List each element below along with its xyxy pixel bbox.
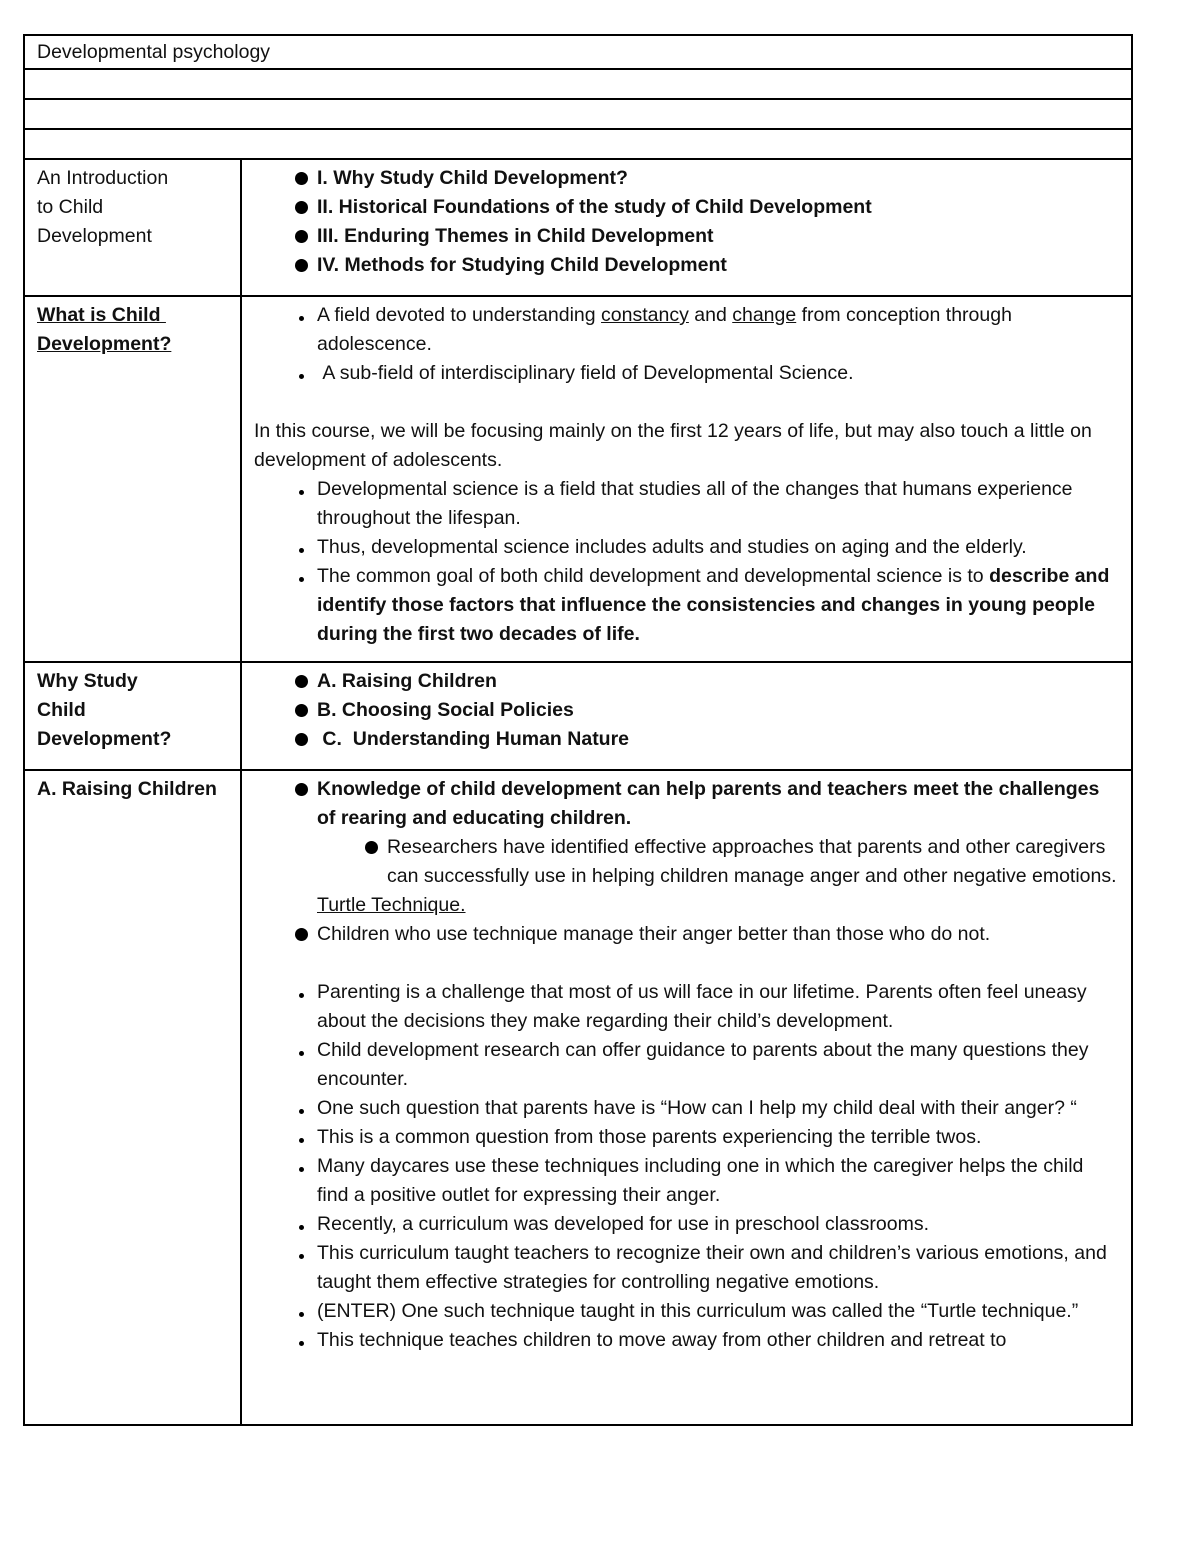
why-content — [241, 662, 1132, 770]
list-item: B. Choosing Social Policies — [254, 696, 1117, 725]
list-item: This technique teaches children to move away from other children and retreat to — [254, 1326, 1117, 1355]
list-item: Children who use technique manage their anger better than those who do not. — [254, 920, 1117, 949]
what-content — [241, 296, 1132, 662]
title-row — [24, 35, 1132, 69]
bullet-icon — [291, 775, 311, 805]
why-label: Why Study Child Development? — [24, 662, 241, 770]
bullet-icon — [291, 920, 311, 950]
bullet-icon — [291, 667, 311, 697]
raising-list-3 — [254, 978, 1117, 1355]
bullet-icon — [291, 193, 311, 223]
list-item: Recently, a curriculum was developed for use in preschool classrooms. — [254, 1210, 1117, 1239]
list-item: I. Why Study Child Development? — [254, 164, 1117, 193]
raising-content — [241, 770, 1132, 1425]
what-label: What is Child Development? — [24, 296, 241, 662]
list-item: This curriculum taught teachers to recognize their own and children’s various emotions, and taught them effective strategies for controlling negative emotions. — [254, 1239, 1117, 1297]
why-row — [24, 662, 1132, 770]
list-item: Researchers have identified effective approaches that parents and other caregivers can successfully use in helping children manage anger and other negative emotions. — [254, 833, 1117, 891]
empty-row-3 — [24, 129, 1132, 159]
bullet-icon — [291, 1036, 311, 1065]
bullet-icon — [291, 251, 311, 281]
empty-row-1 — [24, 69, 1132, 99]
list-item: III. Enduring Themes in Child Development — [254, 222, 1117, 251]
bullet-icon — [291, 978, 311, 1007]
bullet-icon — [291, 1326, 311, 1355]
list-item: One such question that parents have is “How can I help my child deal with their anger? “ — [254, 1094, 1117, 1123]
what-list-1 — [254, 301, 1117, 388]
list-item: C. Understanding Human Nature — [254, 725, 1117, 754]
what-paragraph: In this course, we will be focusing mainly on the first 12 years of life, but may also touch a little on development of adolescents. — [254, 420, 1092, 471]
list-item: Knowledge of child development can help parents and teachers meet the challenges of rearing and educating children. — [254, 775, 1117, 833]
intro-content — [241, 159, 1132, 296]
list-item: IV. Methods for Studying Child Development — [254, 251, 1117, 280]
bullet-icon — [291, 164, 311, 194]
bullet-icon — [291, 696, 311, 726]
why-list — [254, 667, 1117, 754]
bullet-icon — [291, 1152, 311, 1181]
raising-label: A. Raising Children — [24, 770, 241, 1425]
list-item: Thus, developmental science includes adults and studies on aging and the elderly. — [254, 533, 1117, 562]
turtle-technique-heading: Turtle Technique. — [317, 894, 466, 916]
list-item: Parenting is a challenge that most of us will face in our lifetime. Parents often feel uneasy about the decisions they make regarding their child’s development. — [254, 978, 1117, 1036]
bullet-icon — [291, 725, 311, 755]
list-item: II. Historical Foundations of the study of Child Development — [254, 193, 1117, 222]
intro-label: An Introduction to Child Development — [24, 159, 241, 296]
bullet-icon — [291, 475, 311, 504]
list-item: Developmental science is a field that studies all of the changes that humans experience throughout the lifespan. — [254, 475, 1117, 533]
list-item: Child development research can offer guidance to parents about the many questions they encounter. — [254, 1036, 1117, 1094]
bullet-icon — [291, 562, 311, 591]
bullet-icon — [291, 1239, 311, 1268]
empty-row-2 — [24, 99, 1132, 129]
list-item: This is a common question from those parents experiencing the terrible twos. — [254, 1123, 1117, 1152]
list-item: A field devoted to understanding constancy and change from conception through adolescence. — [254, 301, 1117, 359]
bullet-icon — [291, 359, 311, 388]
intro-list — [254, 164, 1117, 280]
what-row — [24, 296, 1132, 662]
raising-list-2 — [254, 920, 1117, 949]
list-item: (ENTER) One such technique taught in this curriculum was called the “Turtle technique.” — [254, 1297, 1117, 1326]
bullet-icon — [291, 1210, 311, 1239]
raising-list-1 — [254, 775, 1117, 833]
document-title: Developmental psychology — [24, 35, 1132, 69]
bullet-icon — [291, 533, 311, 562]
bullet-icon — [291, 222, 311, 252]
bullet-icon — [291, 1297, 311, 1326]
intro-row — [24, 159, 1132, 296]
bullet-icon — [291, 301, 311, 330]
bullet-icon — [291, 1123, 311, 1152]
notes-table — [23, 34, 1133, 1426]
list-item: The common goal of both child development and developmental science is to describe and identify those factors that influence the consistencies and changes in young people during the first two decades of life. — [254, 562, 1117, 649]
list-item: Many daycares use these techniques including one in which the caregiver helps the child find a positive outlet for expressing their anger. — [254, 1152, 1117, 1210]
raising-sublist — [254, 833, 1117, 891]
raising-row — [24, 770, 1132, 1425]
list-item: A sub-field of interdisciplinary field of Developmental Science. — [254, 359, 1117, 388]
what-list-2 — [254, 475, 1117, 649]
bullet-icon — [291, 1094, 311, 1123]
bullet-icon — [361, 833, 381, 863]
list-item: A. Raising Children — [254, 667, 1117, 696]
